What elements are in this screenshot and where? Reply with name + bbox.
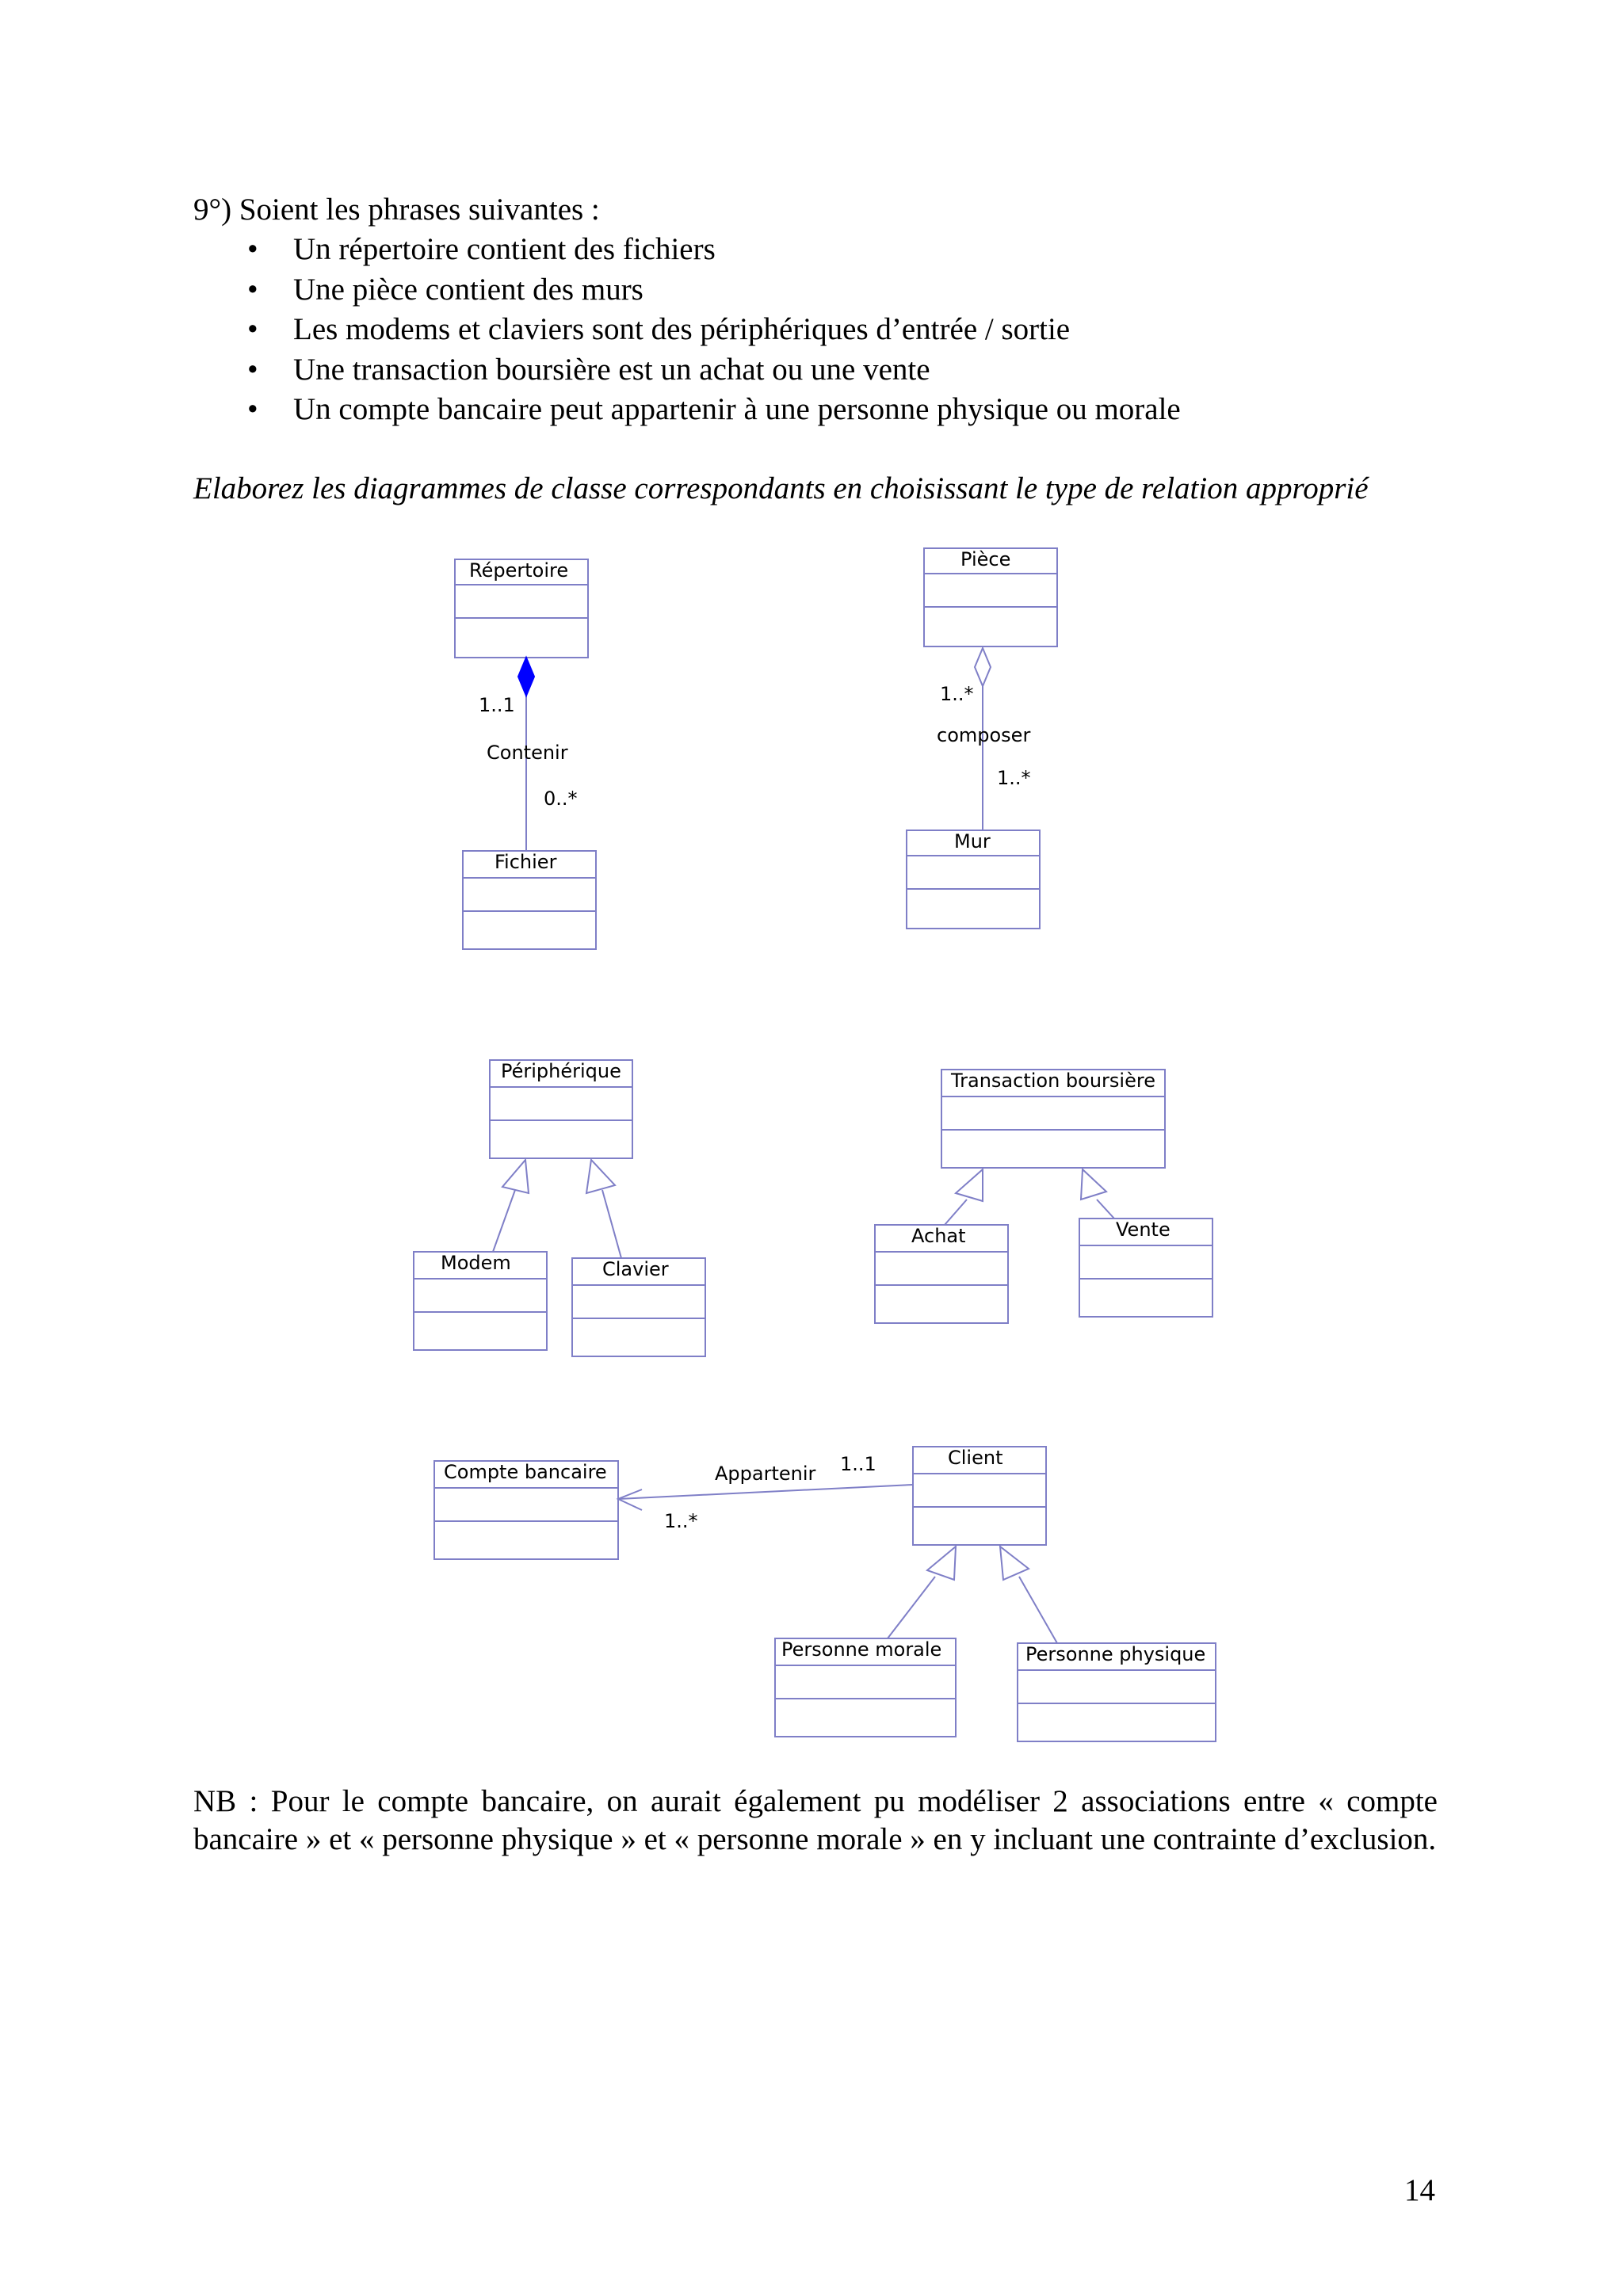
bullet-icon: •: [247, 392, 258, 426]
class-transaction: [941, 1070, 1165, 1168]
inheritance-triangle-icon: [586, 1160, 615, 1193]
inheritance-line: [888, 1577, 935, 1638]
bullet-icon: •: [247, 272, 258, 307]
inheritance-triangle-icon: [927, 1547, 956, 1580]
class-modem: [414, 1252, 547, 1350]
page-number: 14: [1404, 2173, 1435, 2207]
class-name: Modem: [441, 1252, 511, 1274]
inheritance-triangle-icon: [1081, 1169, 1106, 1199]
class-name: Compte bancaire: [444, 1461, 607, 1483]
association-name: Appartenir: [715, 1463, 816, 1485]
instruction-text: Elaborez les diagrammes de classe correspondants en choisissant le type de relation approprié: [193, 471, 1369, 505]
class-repertoire: [455, 559, 588, 658]
sentence-text: Une pièce contient des murs: [293, 272, 643, 307]
sentence-text: Les modems et claviers sont des périphériques d’entrée / sortie: [293, 312, 1071, 346]
class-achat: [875, 1225, 1008, 1323]
association-mult-client: 1..1: [840, 1453, 876, 1475]
sentence-text: Un compte bancaire peut appartenir à une personne physique ou morale: [293, 392, 1181, 426]
aggregation-diamond-icon: [975, 648, 991, 686]
inheritance-line: [1097, 1199, 1114, 1219]
inheritance-triangle-icon: [1000, 1547, 1029, 1580]
class-name: Périphérique: [501, 1060, 621, 1082]
class-mur: [907, 830, 1040, 929]
class-name: Personne physique: [1025, 1643, 1206, 1665]
bullet-icon: •: [247, 352, 258, 387]
class-peripherique: [490, 1060, 632, 1158]
bullet-icon: •: [247, 312, 258, 346]
association-line: [618, 1485, 913, 1499]
inheritance-triangle-icon: [502, 1160, 529, 1193]
bullet-icon: •: [247, 232, 258, 266]
composition-name: Contenir: [487, 742, 568, 764]
class-compte-bancaire: [434, 1461, 618, 1559]
class-name: Mur: [954, 830, 991, 852]
association-arrow-icon: [618, 1489, 642, 1510]
sentence-text: Un répertoire contient des fichiers: [293, 232, 716, 266]
class-fichier: [463, 851, 596, 949]
aggregation-name: composer: [937, 724, 1031, 746]
composition-mult-source: 1..1: [479, 694, 515, 716]
class-name: Achat: [911, 1225, 966, 1247]
class-client: [913, 1447, 1046, 1545]
class-personne-physique: [1018, 1643, 1216, 1741]
class-clavier: [572, 1258, 705, 1356]
class-name: Transaction boursière: [951, 1070, 1155, 1092]
sentence-text: Une transaction boursière est un achat ou une vente: [293, 352, 930, 387]
class-personne-morale: [775, 1638, 956, 1737]
aggregation-mult-target: 1..*: [997, 767, 1031, 789]
inheritance-line: [602, 1190, 621, 1258]
composition-mult-target: 0..*: [544, 788, 578, 810]
aggregation-mult-source: 1..*: [940, 683, 974, 705]
class-vente: [1079, 1219, 1212, 1317]
exercise-heading: 9°) Soient les phrases suivantes :: [193, 193, 600, 227]
class-name: Vente: [1116, 1219, 1170, 1241]
class-name: Fichier: [495, 851, 557, 873]
inheritance-line: [945, 1199, 967, 1225]
class-piece: [924, 548, 1057, 646]
composition-diamond-icon: [518, 658, 534, 696]
note-paragraph: NB : Pour le compte bancaire, on aurait également pu modéliser 2 associations entre « compte bancaire » et « personne physique » et « personne morale » en y incluant une contrainte d’exclusion.: [193, 1784, 1438, 1856]
association-mult-compte: 1..*: [664, 1510, 698, 1532]
class-name: Pièce: [960, 548, 1011, 570]
class-name: Clavier: [602, 1258, 669, 1280]
class-name: Client: [948, 1447, 1003, 1469]
inheritance-line: [1019, 1577, 1057, 1643]
inheritance-line: [493, 1190, 515, 1252]
class-name: Répertoire: [469, 559, 569, 582]
class-name: Personne morale: [781, 1638, 942, 1661]
inheritance-triangle-icon: [956, 1169, 983, 1201]
